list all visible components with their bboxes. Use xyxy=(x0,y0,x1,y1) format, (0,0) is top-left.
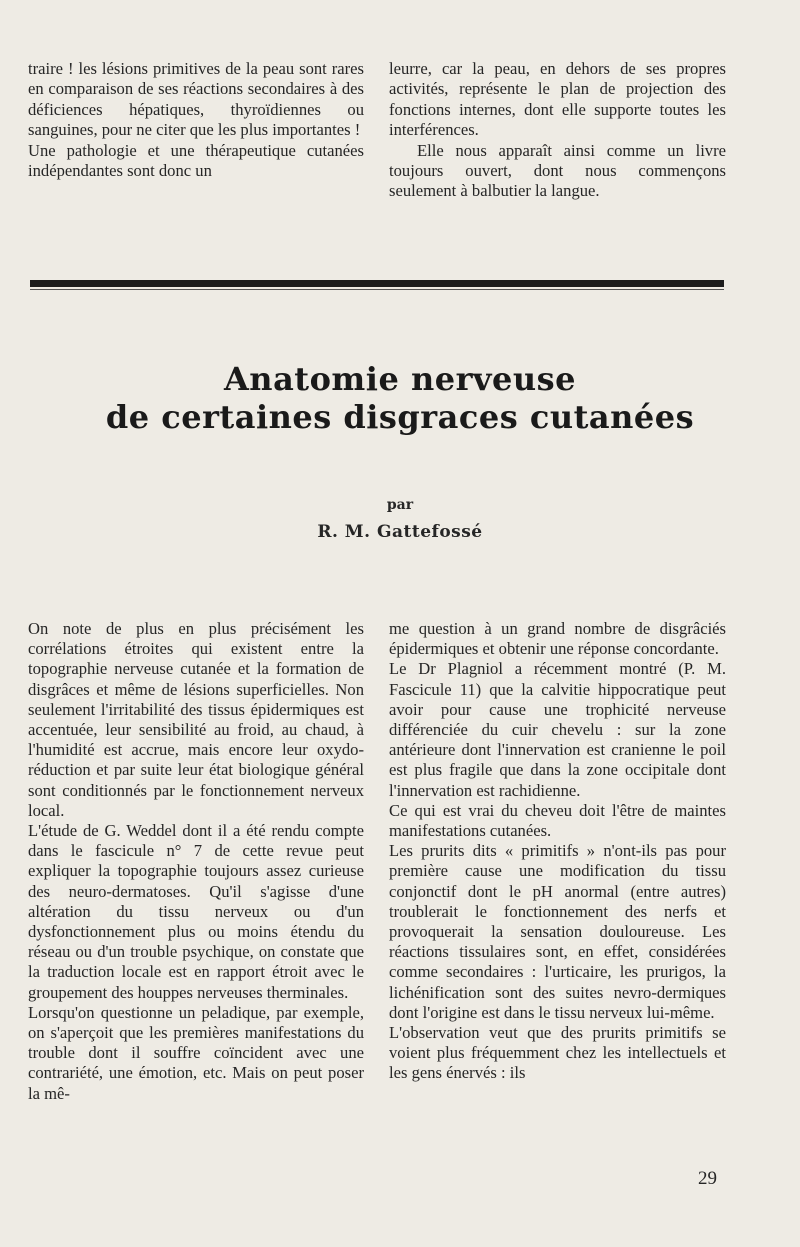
article-title-line-2: de certaines disgraces cutanées xyxy=(105,398,695,436)
paragraph: Lorsqu'on questionne un peladique, par exemple, on s'aperçoit que les premières manifestations du trouble dont il souffre coïncident avec une contrariété, une émotion, etc. Mais on peut poser la mê- xyxy=(28,1002,364,1103)
paragraph: leurre, car la peau, en dehors de ses propres activités, représente le plan de projection des fonctions internes, dont elle supporte toutes les interférences. xyxy=(389,59,726,140)
byline: par xyxy=(386,497,414,513)
paragraph: Elle nous apparaît ainsi comme un livre toujours ouvert, dont nous commençons seulement à balbutier la langue. xyxy=(389,140,726,201)
paragraph: me question à un grand nombre de disgrâciés épidermiques et obtenir une réponse concordante. xyxy=(389,619,726,659)
section-divider xyxy=(30,280,724,287)
paragraph: Les prurits dits « primitifs » n'ont-ils pas pour première cause une modification du tissu conjonctif dont le pH anormal (entre autres) troublerait le fonctionnement des nerfs et provoquerait la sensation douloureuse. Les réactions tissulaires sont, en effet, considérées comme secondaires : l'urticaire, les prurigos, la lichénification sont des suites nevro-dermiques dont l'origine est dans le tissu nerveux lui-même. xyxy=(389,841,726,1022)
paragraph: On note de plus en plus précisément les corrélations étroites qui existent entre la topographie nerveuse cutanée et la formation de disgrâces et même de lésions superficielles. Non seulement l'irritabilité des tissus épidermiques est accentuée, leur sensibilité au froid, au chaud, à l'humidité est accrue, mais encore leur oxydo-réduction et par suite leur état biologique général sont conditionnés par le fonctionnement nerveux local. xyxy=(28,619,364,820)
bottom-left-column xyxy=(28,619,364,1104)
paragraph: Ce qui est vrai du cheveu doit l'être de maintes manifestations cutanées. xyxy=(389,800,726,841)
top-right-column xyxy=(389,59,726,202)
paragraph: traire ! les lésions primitives de la peau sont rares en comparaison de ses réactions secondaires à des déficiences hépatiques, thyroïdiennes ou sanguines, pour ne citer que les plus importantes ! xyxy=(28,59,364,140)
bottom-right-column xyxy=(389,619,726,1084)
article-title-line-1: Anatomie nerveuse xyxy=(223,360,577,398)
author-name: R. M. Gattefossé xyxy=(317,522,483,542)
top-left-column xyxy=(28,59,364,181)
page-number: 29 xyxy=(698,1168,717,1189)
paragraph: Le Dr Plagniol a récemment montré (P. M. Fascicule 11) que la calvitie hippocratique peut avoir pour cause une trophicité nerveuse différenciée du cuir chevelu : sur la zone antérieure dont l'innervation est cranienne le poil est plus fragile que dans la zone occipitale dont l'innervation est rachidienne. xyxy=(389,659,726,800)
paragraph: L'étude de G. Weddel dont il a été rendu compte dans le fascicule n° 7 de cette revue peut expliquer la topographie toujours assez curieuse des neuro-dermatoses. Qu'il s'agisse d'une altération du tissu nerveux ou d'un dysfonctionnement plus ou moins étendu du réseau ou d'un trouble psychique, on constate que la traduction locale est en rapport étroit avec le groupement des houppes nerveuses therminales. xyxy=(28,821,364,1002)
paragraph: Une pathologie et une thérapeutique cutanées indépendantes sont donc un xyxy=(28,140,364,181)
paragraph: L'observation veut que des prurits primitifs se voient plus fréquemment chez les intellectuels et les gens énervés : ils xyxy=(389,1023,726,1083)
section-divider-thin xyxy=(30,289,724,290)
